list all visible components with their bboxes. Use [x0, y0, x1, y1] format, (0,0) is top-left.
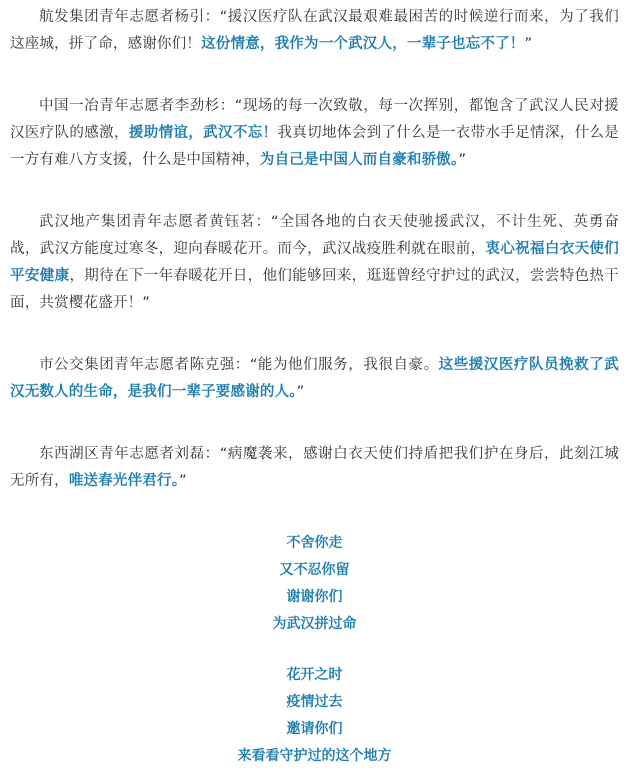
- poem-line: 不舍你走: [286, 535, 343, 551]
- poem-line: 来看看守护过的这个地方: [237, 748, 392, 764]
- quote-paragraph-chen-keqiang: [10, 352, 619, 406]
- text-segment: 市公交集团青年志愿者陈克强：“能为他们服务，我很自豪。: [39, 357, 439, 373]
- poem-line: 疫情过去: [286, 694, 343, 710]
- text-segment: 东西湖区青年志愿者刘磊：“病魔袭来，感谢白衣天使们持盾把我们护在身后，此刻江城无所有，: [10, 446, 619, 489]
- highlight-segment: 这些援汉医疗队员挽救了武汉无数人的生命，是我们一辈子要感谢的人。: [10, 357, 619, 400]
- poem-line: 为武汉拼过命: [272, 616, 357, 632]
- poem-line: 邀请你们: [286, 721, 343, 737]
- poem-line: 又不忍你留: [279, 562, 350, 578]
- highlight-segment: 为自己是中国人而自豪和骄傲。: [259, 152, 459, 168]
- text-segment: ”: [458, 152, 467, 168]
- highlight-segment: 援助情谊，武汉不忘！: [128, 125, 278, 141]
- text-segment: ”: [524, 36, 533, 52]
- quote-paragraph-yang-yin: [10, 4, 619, 58]
- highlight-segment: 这份情意，我作为一个武汉人，一辈子也忘不了！: [201, 36, 525, 52]
- quote-paragraph-liu-lei: [10, 441, 619, 495]
- poem-stanza-2: [10, 662, 619, 770]
- highlight-segment: 衷心祝福白衣天使们平安健康: [10, 241, 619, 284]
- text-segment: 中国一冶青年志愿者李劲杉：“现场的每一次致敬，每一次挥别，都饱含了武汉人民对援汉医疗队的感激，: [10, 98, 619, 141]
- text-segment: ”: [179, 473, 187, 489]
- poem-stanza-1: [10, 530, 619, 638]
- poem-line: 花开之时: [286, 667, 343, 683]
- quote-paragraph-huang-yuming: [10, 209, 619, 317]
- text-segment: 航发集团青年志愿者杨引：“援汉医疗队在武汉最艰难最困苦的时候逆行而来，为了我们这座城，拼了命，感谢你们！: [10, 9, 619, 52]
- text-segment: ”: [296, 384, 305, 400]
- highlight-segment: 唯送春光伴君行。: [68, 473, 180, 489]
- quote-paragraph-li-jinshan: [10, 93, 619, 174]
- text-segment: 武汉地产集团青年志愿者黄钰茗：“全国各地的白衣天使驰援武汉，不计生死、英勇奋战，武汉方能度过寒冬，迎向春暖花开。而今，武汉战疫胜利就在眼前，: [10, 214, 619, 257]
- poem-line: 谢谢你们: [286, 589, 343, 605]
- text-segment: 我真切地体会到了什么是一衣带水手足情深，什么是一方有难八方支援，什么是中国精神，: [10, 125, 619, 168]
- text-segment: ，期待在下一年春暖花开日，他们能够回来，逛逛曾经守护过的武汉，尝尝特色热干面，共赏樱花盛开！”: [10, 268, 619, 311]
